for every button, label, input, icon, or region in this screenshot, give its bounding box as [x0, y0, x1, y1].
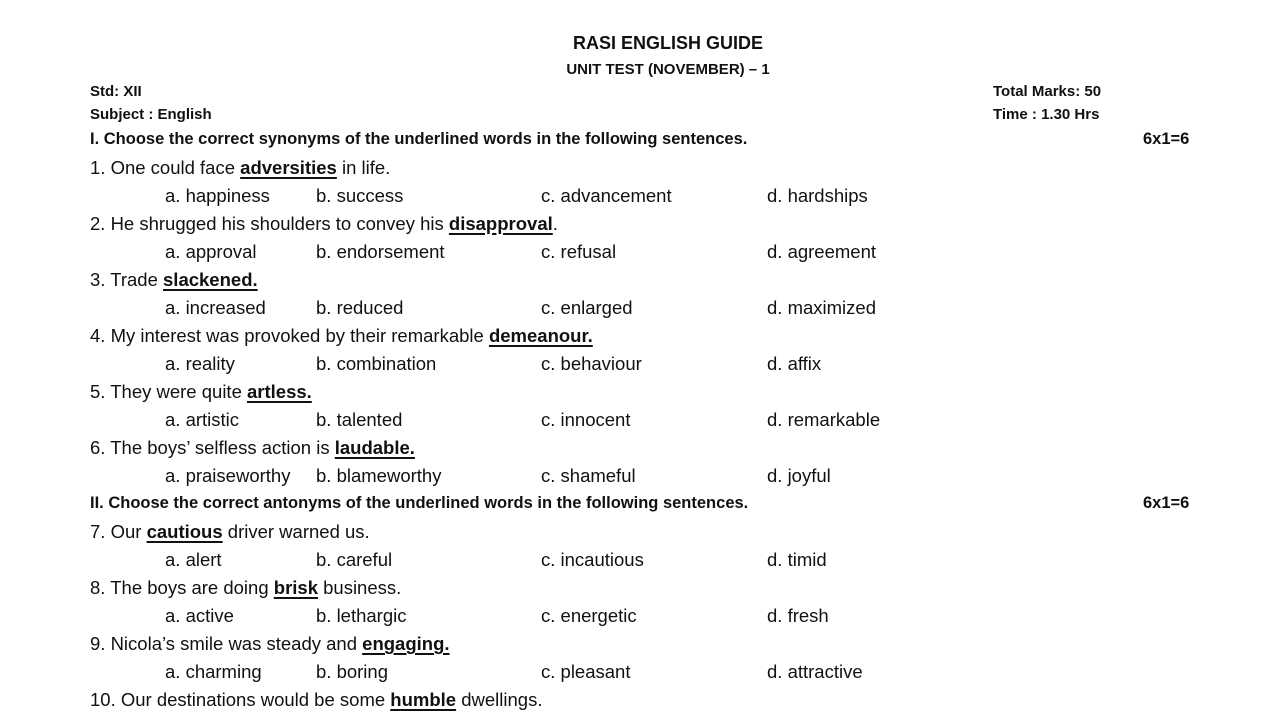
question-text-end: driver warned us.	[222, 521, 370, 542]
document-subtitle: UNIT TEST (NOVEMBER) – 1	[566, 61, 770, 78]
question-text-end: .	[552, 213, 558, 234]
underlined-word: artless.	[247, 381, 312, 402]
underlined-word: slackened.	[163, 269, 258, 290]
question	[90, 325, 593, 347]
question-text: 5. They were quite	[90, 381, 247, 402]
option-a: a. charming	[165, 661, 262, 682]
underlined-word: laudable.	[334, 437, 415, 458]
option-c: c. behaviour	[541, 353, 642, 374]
underlined-word: cautious	[146, 521, 223, 542]
section-marks: 6x1=6	[1143, 130, 1190, 148]
question	[90, 633, 450, 655]
underlined-word: disapproval	[448, 213, 553, 234]
option-c: c. shameful	[541, 465, 636, 486]
section-heading: I. Choose the correct synonyms of the underlined words in the following sentences.	[90, 130, 748, 148]
option-d: d. timid	[767, 549, 827, 570]
option-d: d. hardships	[767, 185, 868, 206]
option-d: d. affix	[767, 353, 822, 374]
option-c: c. enlarged	[541, 297, 633, 318]
option-a: a. praiseworthy	[165, 465, 291, 486]
question-text: 6. The boys’ selfless action is	[90, 437, 335, 458]
option-b: b. success	[316, 185, 404, 206]
option-c: c. energetic	[541, 605, 637, 626]
underlined-word: demeanour.	[488, 325, 593, 346]
option-d: d. maximized	[767, 297, 876, 318]
option-c: c. advancement	[541, 185, 672, 206]
underlined-word: brisk	[273, 577, 318, 598]
option-b: b. blameworthy	[316, 465, 442, 486]
option-d: d. fresh	[767, 605, 829, 626]
option-c: c. refusal	[541, 241, 617, 262]
option-d: d. attractive	[767, 661, 863, 682]
question	[90, 437, 415, 459]
question-text-end: business.	[317, 577, 402, 598]
option-a: a. increased	[165, 297, 266, 318]
question-text: 2. He shrugged his shoulders to convey his	[90, 213, 449, 234]
question	[90, 269, 258, 291]
time-label: Time : 1.30 Hrs	[993, 106, 1100, 123]
option-b: b. talented	[316, 409, 403, 430]
section-heading: II. Choose the correct antonyms of the underlined words in the following sentences.	[90, 494, 749, 512]
question	[90, 213, 558, 235]
option-a: a. reality	[165, 353, 235, 374]
question	[90, 157, 390, 179]
option-a: a. active	[165, 605, 234, 626]
option-a: a. approval	[165, 241, 257, 262]
option-d: d. remarkable	[767, 409, 881, 430]
option-c: c. pleasant	[541, 661, 631, 682]
question	[90, 689, 542, 711]
section-marks: 6x1=6	[1143, 494, 1190, 512]
option-a: a. artistic	[165, 409, 240, 430]
underlined-word: engaging.	[362, 633, 450, 654]
question-text: 4. My interest was provoked by their remarkable	[90, 325, 489, 346]
subject-label: Subject : English	[90, 106, 212, 123]
option-c: c. innocent	[541, 409, 631, 430]
question-text: 3. Trade	[90, 269, 164, 290]
option-b: b. careful	[316, 549, 393, 570]
question-text: 10. Our destinations would be some	[90, 689, 391, 710]
question-text-end: dwellings.	[456, 689, 543, 710]
question	[90, 521, 370, 543]
underlined-word: humble	[390, 689, 457, 710]
option-a: a. happiness	[165, 185, 270, 206]
option-b: b. combination	[316, 353, 437, 374]
document-title: RASI ENGLISH GUIDE	[572, 33, 764, 53]
question-text: 7. Our	[90, 521, 147, 542]
question-text-end: in life.	[336, 157, 391, 178]
option-d: d. joyful	[767, 465, 831, 486]
question-text: 1. One could face	[90, 157, 241, 178]
option-d: d. agreement	[767, 241, 877, 262]
question	[90, 381, 312, 403]
question-text: 8. The boys are doing	[90, 577, 274, 598]
option-b: b. reduced	[316, 297, 404, 318]
option-b: b. endorsement	[316, 241, 445, 262]
option-c: c. incautious	[541, 549, 644, 570]
std-label: Std: XII	[90, 83, 142, 100]
underlined-word: adversities	[240, 157, 337, 178]
option-b: b. lethargic	[316, 605, 407, 626]
option-a: a. alert	[165, 549, 222, 570]
question	[90, 577, 401, 599]
question-text: 9. Nicola’s smile was steady and	[90, 633, 363, 654]
total-marks: Total Marks: 50	[993, 83, 1102, 100]
option-b: b. boring	[316, 661, 388, 682]
